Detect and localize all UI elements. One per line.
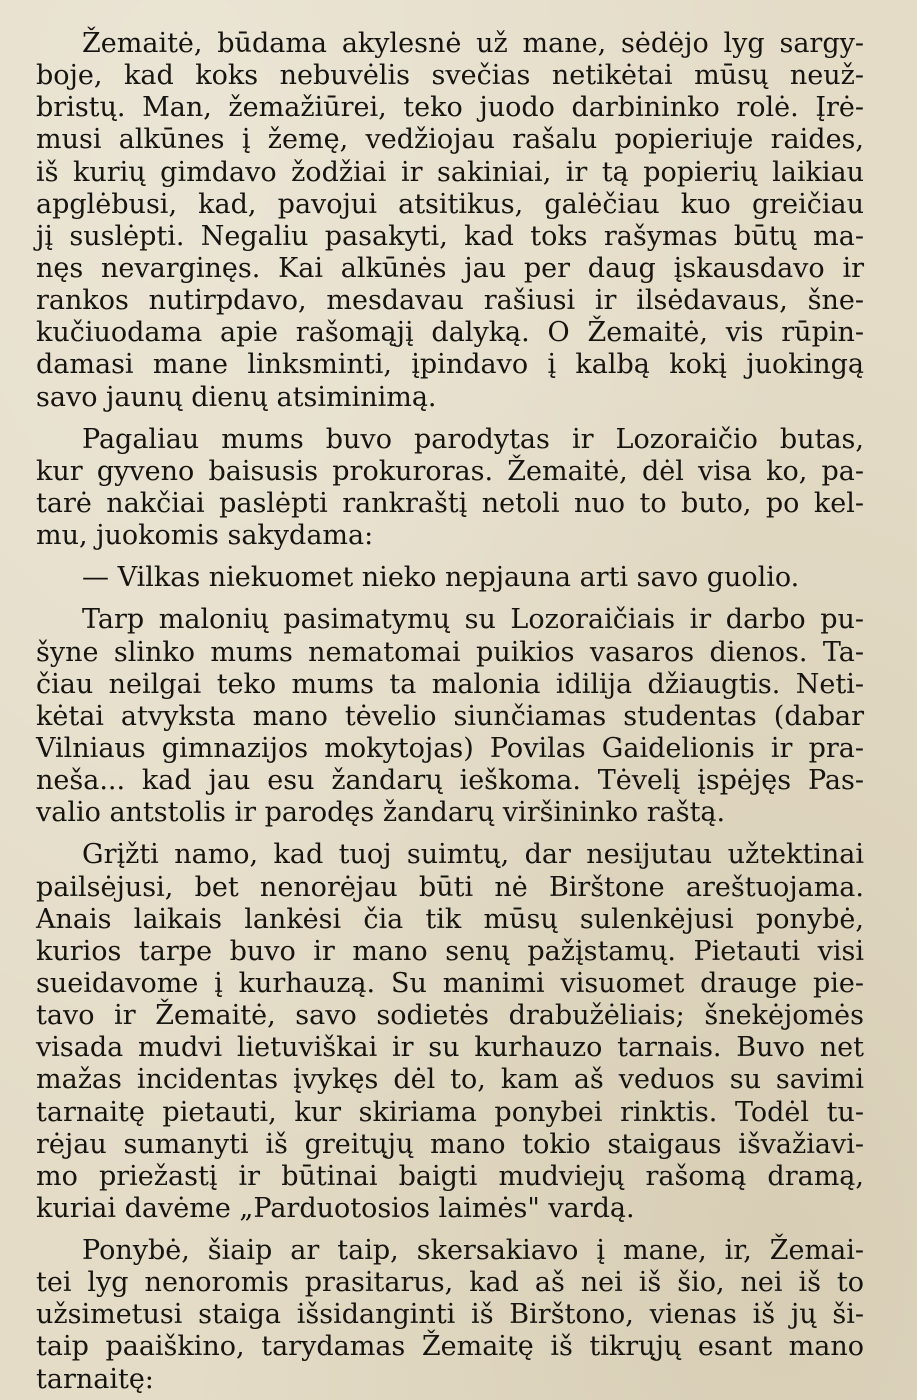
text-line: taip paaiškino, tarydamas Žemaitę iš tikrųjų esant mano — [36, 1331, 864, 1363]
text-line: mažas incidentas įvykęs dėl to, kam aš veduos su savimi — [36, 1064, 864, 1096]
text-line: pailsėjusi, bet nenorėjau būti nė Birštone areštuojama. — [36, 871, 864, 903]
text-line: visada mudvi lietuviškai ir su kurhauzo tarnais. Buvo net — [36, 1032, 864, 1064]
text-line: iš kurių gimdavo žodžiai ir sakiniai, ir tą popierių laikiau — [36, 156, 864, 188]
text-line: Grįžti namo, kad tuoj suimtų, dar nesijutau užtektinai — [82, 839, 864, 871]
text-line: tarnaitę: — [36, 1363, 154, 1395]
text-line: kurios tarpe buvo ir mano senų pažįstamų. Pietauti visi — [36, 935, 864, 967]
text-line: rankos nutirpdavo, mesdavau rašiusi ir ilsėdavaus, šne- — [36, 285, 864, 317]
text-line: čiau neilgai teko mums ta malonia idilija džiaugtis. Neti- — [36, 668, 864, 700]
text-line: neša... kad jau esu žandarų ieškoma. Tėvelį įspėjęs Pas- — [36, 765, 864, 797]
text-line: — Vilkas niekuomet nieko nepjauna arti savo guolio. — [82, 562, 800, 594]
paragraph — [36, 562, 864, 594]
text-line: Vilniaus gimnazijos mokytojas) Povilas Gaidelionis ir pra- — [36, 732, 864, 764]
text-line: savo jaunų dienų atsiminimą. — [36, 381, 437, 413]
paragraph-gap — [36, 594, 864, 604]
paragraph — [36, 424, 864, 553]
text-line: Anais laikais lankėsi čia tik mūsų sulenkėjusi ponybė, — [36, 903, 864, 935]
text-line: užsimetusi staiga išsidanginti iš Birštono, vienas iš jų ši- — [36, 1299, 864, 1331]
page-text — [36, 28, 864, 1396]
text-line: bristų. Man, žemažiūrei, teko juodo darbininko rolė. Įrė- — [36, 92, 864, 124]
text-line: mo priežastį ir būtinai baigti mudviejų rašomą dramą, — [36, 1160, 864, 1192]
text-line: šyne slinko mums nematomai puikios vasaros dienos. Ta- — [36, 636, 864, 668]
text-line: kuriai davėme „Parduotosios laimės" vardą. — [36, 1192, 635, 1224]
text-line: rėjau sumanyti iš greitųjų mano tokio staigaus išvažiavi- — [36, 1128, 864, 1160]
text-line: jį suslėpti. Negaliu pasakyti, kad toks rašymas būtų ma- — [36, 220, 864, 252]
text-line: Tarp malonių pasimatymų su Lozoraičiais ir darbo pu- — [82, 604, 864, 636]
text-line: Ponybė, šiaip ar taip, skersakiavo į mane, ir, Žemai- — [82, 1235, 864, 1267]
text-line: boje, kad koks nebuvėlis svečias netikėtai mūsų neuž- — [36, 60, 864, 92]
text-line: tavo ir Žemaitė, savo sodietės drabužėliais; šnekėjomės — [36, 1000, 864, 1032]
text-line: sueidavome į kurhauzą. Su manimi visuomet drauge pie- — [36, 967, 864, 999]
text-line: apglėbusi, kad, pavojui atsitikus, galėčiau kuo greičiau — [36, 188, 864, 220]
paragraph-gap — [36, 1225, 864, 1235]
paragraph — [36, 839, 864, 1225]
paragraph — [36, 604, 864, 829]
paragraph — [36, 28, 864, 414]
text-line: valio antstolis ir parodęs žandarų viršininko raštą. — [36, 797, 726, 829]
text-line: kur gyveno baisusis prokuroras. Žemaitė, dėl visa ko, pa- — [36, 455, 864, 487]
text-line: mu, juokomis sakydama: — [36, 520, 374, 552]
text-line: Pagaliau mums buvo parodytas ir Lozoraičio butas, — [82, 423, 864, 455]
text-line: nęs nevarginęs. Kai alkūnės jau per daug įskausdavo ir — [36, 252, 864, 284]
text-line: tei lyg nenoromis prasitarus, kad aš nei iš šio, nei iš to — [36, 1267, 864, 1299]
text-line: Žemaitė, būdama akylesnė už mane, sėdėjo lyg sargy- — [82, 28, 864, 59]
paragraph-gap — [36, 829, 864, 839]
paragraph-gap — [36, 414, 864, 424]
text-line: musi alkūnes į žemę, vedžiojau rašalu popieriuje raides, — [36, 124, 864, 156]
text-line: kėtai atvyksta mano tėvelio siunčiamas studentas (dabar — [36, 700, 864, 732]
text-line: tarnaitę pietauti, kur skiriama ponybei rinktis. Todėl tu- — [36, 1096, 864, 1128]
text-line: tarė nakčiai paslėpti rankraštį netoli nuo to buto, po kel- — [36, 487, 864, 519]
paragraph — [36, 1235, 864, 1396]
text-line: damasi mane linksminti, įpindavo į kalbą kokį juokingą — [36, 349, 864, 381]
paragraph-gap — [36, 552, 864, 562]
text-line: kučiuodama apie rašomąjį dalyką. O Žemaitė, vis rūpin- — [36, 317, 864, 349]
